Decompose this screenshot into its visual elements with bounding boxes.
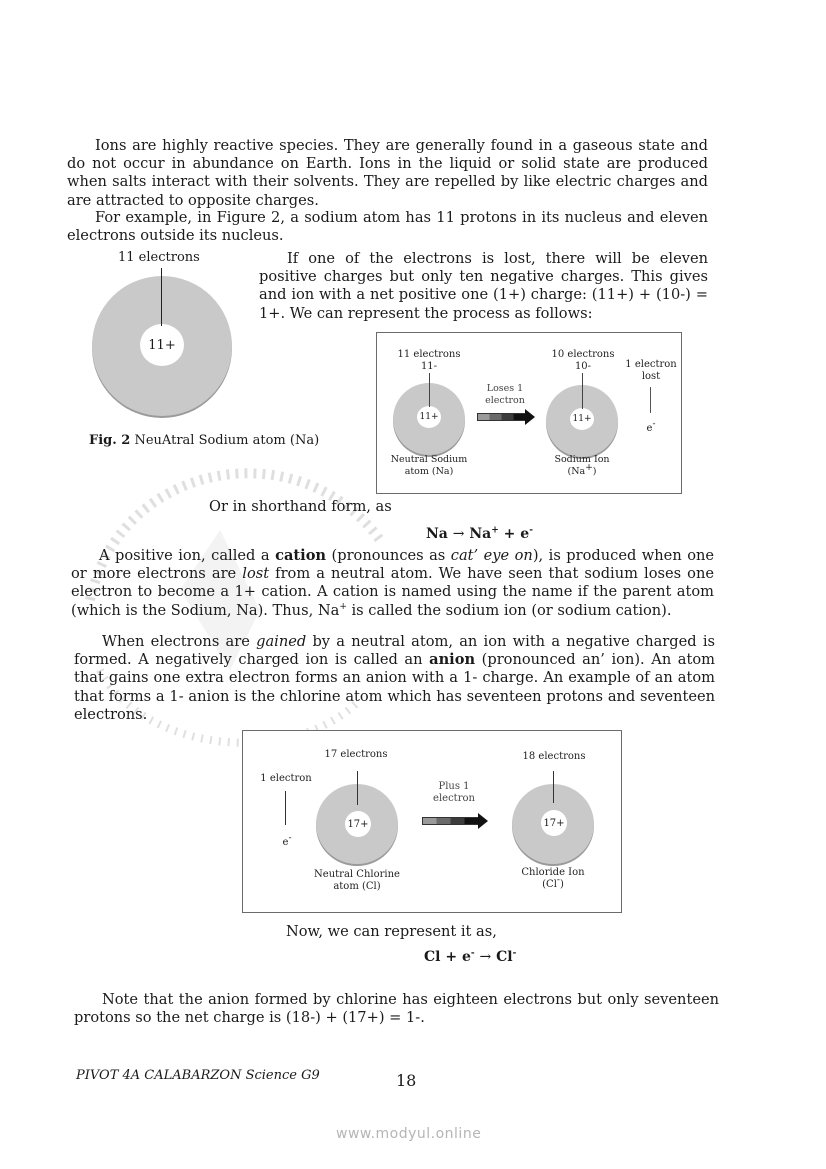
na-lost-electron-label: 1 electron lost <box>625 359 677 382</box>
sodium-ionization-diagram <box>376 332 682 494</box>
paragraph-anion: When electrons are gained by a neutral atom, an ion with a negative charged is formed. A negatively charged ion is called an anion (pronounced an’ ion). An atom that gains one extra electron forms an anion with a 1- charge. An example of an atom that forms a 1- anion is the chlorine atom which has seventeen protons and seventeen electrons. <box>74 633 715 723</box>
na-ion-caption: Sodium Ion (Na+) <box>554 454 610 477</box>
paragraph-shorthand-intro: Or in shorthand form, as <box>209 498 392 515</box>
cl-arrow-label: Plus 1 electron <box>433 781 475 804</box>
na-transition-arrow <box>477 413 535 421</box>
fig2-caption-text: NeuAtral Sodium atom (Na) <box>130 433 320 448</box>
paragraph-ions-intro: Ions are highly reactive species. They are generally found in a gaseous state and do not occur in abundance on Earth. Ions in the liquid or solid state are produced when salts interact with their solvents. They are repelled by like electric charges and are attracted to opposite charges. <box>67 137 708 209</box>
fig2-nucleus-label: 11+ <box>148 337 176 353</box>
na-left-electrons-label: 11 electrons 11- <box>397 349 461 372</box>
paragraph-electron-lost: If one of the electrons is lost, there will be eleven positive charges but only ten negative charges. This gives and ion with a net positive one (1+) charge: (11+) + (10-) = 1+. We can represent the process as follows: <box>259 250 708 322</box>
fig2-caption <box>89 433 319 448</box>
paragraph-sodium-example: For example, in Figure 2, a sodium atom has 11 protons in its nucleus and eleven electrons outside its nucleus. <box>67 209 708 245</box>
cl-atom-electrons-label: 17 electrons <box>324 749 388 760</box>
term-cation: cation <box>275 547 327 564</box>
cl-ion-electrons-label: 18 electrons <box>522 751 586 762</box>
footer-title: PIVOT 4A CALABARZON Science G9 <box>76 1068 320 1083</box>
chlorine-ionization-diagram <box>242 730 622 913</box>
cl-electron-symbol: e- <box>282 833 292 848</box>
paragraph-cation: A positive ion, called a cation (pronounces as cat’ eye on), is produced when one or more electrons are lost from a neutral atom. We have seen that sodium loses one electron to become a 1+ cation. A cation is named using the name if the parent atom (which is the Sodium, Na). Thus, Na+ is called the sodium ion (or sodium cation). <box>71 547 715 619</box>
cl-transition-arrow <box>422 817 488 825</box>
chlorine-equation: Cl + e- → Cl- <box>424 948 517 965</box>
fig2-pointer-line <box>161 268 162 326</box>
cl-atom-nucleus: 17+ <box>345 811 371 837</box>
cl-ion-caption: Chloride Ion (Cl-) <box>521 867 585 890</box>
cl-ion-pointer <box>553 771 554 803</box>
paragraph-net-charge-note: Note that the anion formed by chlorine has eighteen electrons but only seventeen protons so the net charge is (18-) + (17+) = 1-. <box>74 991 719 1027</box>
fig2-electrons-label: 11 electrons <box>118 250 200 265</box>
cl-electron-line <box>285 791 286 825</box>
website-watermark: www.modyul.online <box>336 1126 482 1142</box>
na-atom-nucleus: 11+ <box>417 406 441 428</box>
paragraph-represent-intro: Now, we can represent it as, <box>286 923 497 940</box>
na-arrow-label: Loses 1 electron <box>485 383 525 406</box>
na-ion-nucleus: 11+ <box>570 408 594 430</box>
na-atom-caption: Neutral Sodium atom (Na) <box>390 454 468 477</box>
na-lost-electron-symbol: e- <box>646 419 656 434</box>
na-atom-pointer <box>429 373 430 407</box>
na-ion-electrons-label: 10 electrons 10- <box>551 349 615 372</box>
cl-atom-pointer <box>357 771 358 805</box>
fig2-nucleus <box>140 324 184 366</box>
na-lost-electron-line <box>650 387 651 413</box>
cl-atom-caption: Neutral Chlorine atom (Cl) <box>314 869 400 892</box>
cl-electron-label: 1 electron <box>260 773 312 784</box>
page-number: 18 <box>396 1071 417 1090</box>
na-ion-pointer <box>582 373 583 409</box>
sodium-equation: Na → Na+ + e- <box>426 525 533 542</box>
fig2-caption-label: Fig. 2 <box>89 433 131 448</box>
cl-ion-nucleus: 17+ <box>541 810 567 836</box>
term-anion: anion <box>429 651 476 669</box>
